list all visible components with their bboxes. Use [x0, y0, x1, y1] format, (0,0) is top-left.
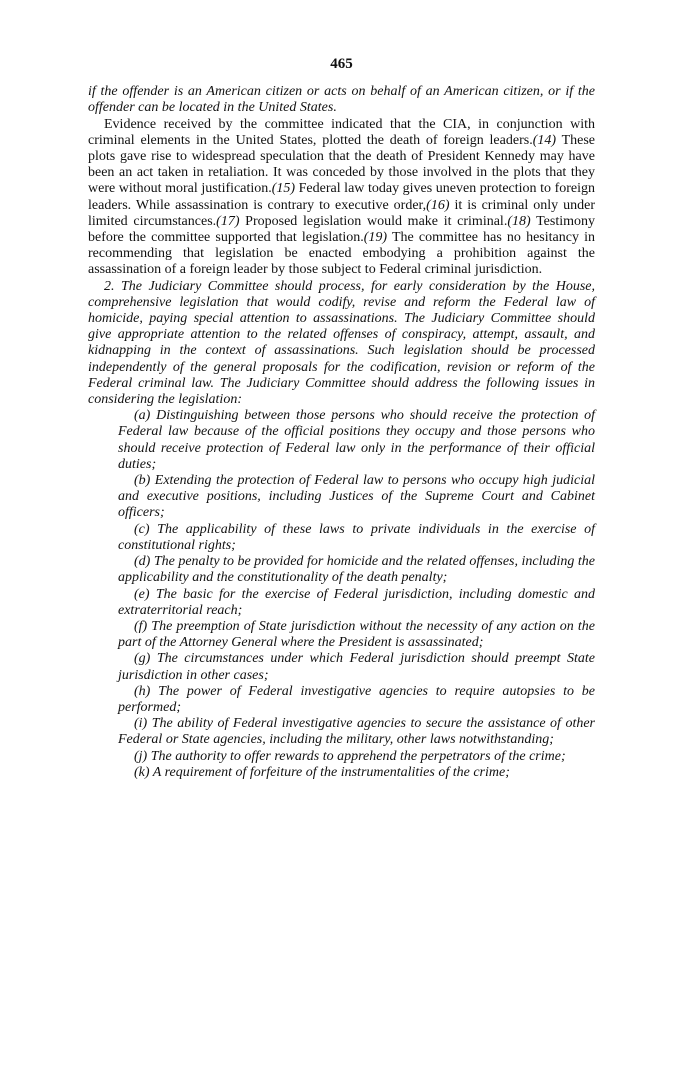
issue-list [118, 408, 595, 781]
evidence-text: Proposed legislation would make it criminal. [239, 213, 508, 229]
list-item: (h) The power of Federal investigative agencies to require autopsies to be performed; [118, 683, 595, 715]
evidence-text: Evidence received by the committee indicated that the CIA, in conjunction with criminal elements in the United States, plotted the death of foreign leaders. [88, 116, 595, 148]
evidence-text: Federal law today gives uneven protection to foreign leaders. While assassination is contrary to executive order, [88, 181, 595, 213]
opening-paragraph: if the offender is an American citizen or acts on behalf of an American citizen, or if the offender can be located in the United States. [88, 84, 595, 116]
evidence-text: Testimony before the committee supported that legislation. [88, 213, 595, 246]
list-item: (i) The ability of Federal investigative agencies to secure the assistance of other Federal or State agencies, including the military, other laws notwithstanding; [118, 716, 595, 748]
evidence-text: The committee has no hesitancy in recommending that legislation be enacted embodying a prohibition against the assassination of a foreign leader by those subject to Federal criminal jurisdiction. [88, 230, 595, 278]
list-item: (e) The basic for the exercise of Federal jurisdiction, including domestic and extraterritorial reach; [118, 586, 595, 618]
evidence-text: These plots gave rise to widespread speculation that the death of President Kennedy may have been an act taken in retaliation. It was conceded by those involved in the plots that they were without moral justification. [88, 132, 595, 197]
evidence-text: it is criminal only under limited circumstances. [88, 197, 595, 229]
list-item: (c) The applicability of these laws to private individuals in the exercise of constitutional rights; [118, 521, 595, 553]
list-item: (f) The preemption of State jurisdiction without the necessity of any action on the part of the Attorney General where the President is assassinated; [118, 618, 595, 651]
list-item: (b) Extending the protection of Federal law to persons who occupy high judicial and executive positions, including Justices of the Supreme Court and Cabinet officers; [118, 473, 595, 521]
page-number: 465 [330, 56, 353, 72]
footnote-ref-17: (17) [216, 213, 240, 229]
list-item: (j) The authority to offer rewards to apprehend the perpetrators of the crime; [134, 748, 566, 764]
list-item: (d) The penalty to be provided for homicide and the related offenses, including the applicability and the constitutionality of the death penalty; [118, 554, 595, 586]
footnote-ref-15: (15) [271, 181, 296, 197]
footnote-ref-18: (18) [507, 213, 531, 229]
footnote-ref-16: (16) [426, 197, 450, 213]
list-item: (g) The circumstances under which Federal jurisdiction should preempt State jurisdiction in other cases; [118, 651, 595, 683]
list-item: (a) Distinguishing between those persons who should receive the protection of Federal law because of the official positions they occupy and those persons who should receive protection of Federal law only in the performance of their official duties; [118, 408, 595, 472]
recommendation-2: 2. The Judiciary Committee should process, for early consideration by the House, comprehensive legislation that would codify, revise and reform the Federal law of homicide, paying special attention to assassinations. The Judiciary Committee should give appropriate attention to the related offenses of conspiracy, attempt, assault, and kidnapping in the context of assassinations. Such legislation should be processed independently of the general proposals for the codification, revision or reform of the Federal criminal law. The Judiciary Committee should address the following issues in considering the legislation: [88, 278, 595, 408]
footnote-ref-19: (19) [363, 230, 388, 246]
evidence-paragraph [88, 117, 595, 279]
footnote-ref-14: (14) [532, 132, 557, 148]
list-item: (k) A requirement of forfeiture of the instrumentalities of the crime; [134, 764, 510, 780]
